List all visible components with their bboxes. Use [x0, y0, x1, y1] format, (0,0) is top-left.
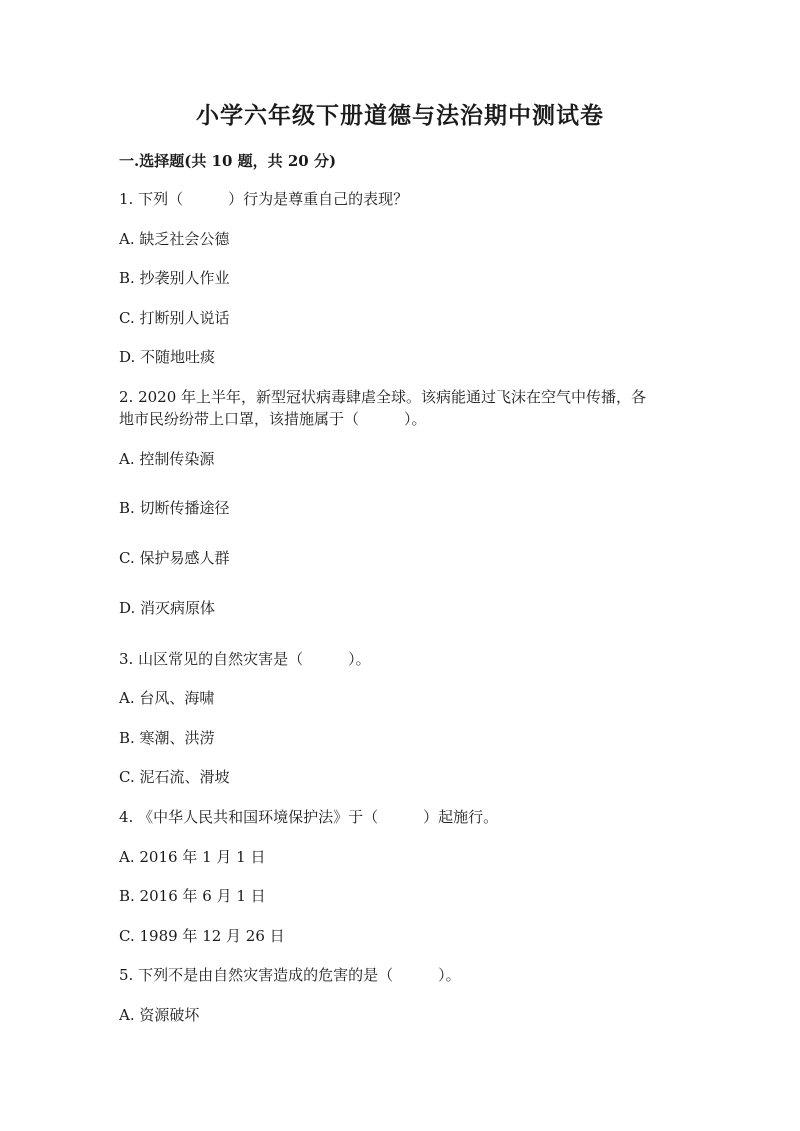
question-4-option-b: B. 2016 年 6 月 1 日	[119, 887, 266, 905]
question-1-option-b: B. 抄袭别人作业	[119, 269, 230, 287]
question-3-option-c: C. 泥石流、滑坡	[119, 768, 230, 786]
question-2-option-c: C. 保护易感人群	[119, 549, 230, 567]
question-5-stem: 5. 下列不是由自然灾害造成的危害的是（ ）。	[119, 966, 461, 984]
question-2-stem-line-1: 2. 2020 年上半年，新型冠状病毒肆虐全球。该病能通过飞沫在空气中传播，各	[119, 388, 647, 406]
question-1-option-c: C. 打断别人说话	[119, 309, 230, 327]
question-3-option-b: B. 寒潮、洪涝	[119, 729, 215, 747]
question-3-option-a: A. 台风、海啸	[119, 689, 215, 707]
question-1-option-d: D. 不随地吐痰	[119, 348, 216, 366]
question-3-stem: 3. 山区常见的自然灾害是（ ）。	[119, 650, 371, 668]
question-2-option-a: A. 控制传染源	[119, 450, 215, 468]
question-1-stem: 1. 下列（ ）行为是尊重自己的表现？	[119, 190, 409, 208]
question-4-option-c: C. 1989 年 12 月 26 日	[119, 927, 285, 945]
page-title: 小学六年级下册道德与法治期中测试卷	[196, 102, 604, 129]
question-4-option-a: A. 2016 年 1 月 1 日	[119, 848, 266, 866]
question-2-option-d: D. 消灭病原体	[119, 599, 216, 617]
question-5-option-a: A. 资源破坏	[119, 1006, 200, 1024]
question-1-option-a: A. 缺乏社会公德	[119, 230, 230, 248]
question-4-stem: 4. 《中华人民共和国环境保护法》于（ ）起施行。	[119, 808, 499, 826]
question-2-stem-line-2: 地市民纷纷带上口罩，该措施属于（ ）。	[119, 410, 427, 428]
section-heading: 一.选择题(共 10 题，共 20 分)	[119, 152, 337, 170]
question-2-option-b: B. 切断传播途径	[119, 499, 230, 517]
